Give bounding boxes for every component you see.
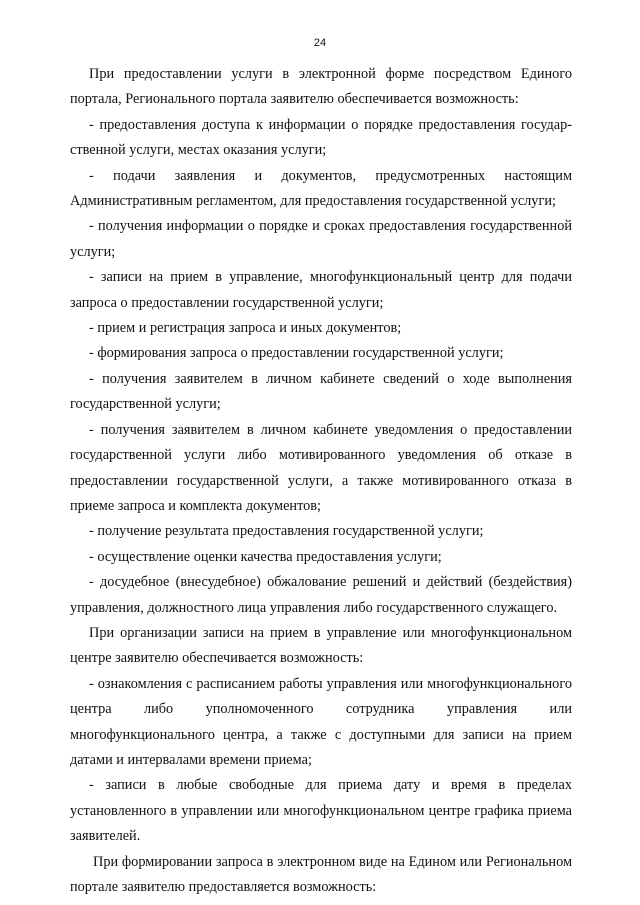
list-item-schedule: - ознакомления с расписанием работы управления или многофункционального центра либо уполномоченного сотрудника управления или многофункционального центра, а также с доступными для записи на прием датами и интервалами времени приема; — [70, 675, 572, 768]
list-item-registration: - прием и регистрация запроса и иных документов; — [89, 320, 402, 337]
paragraph-electronic-request: При формировании запроса в электронном виде на Едином или Региональном портале заявителю предоставляется возможность: — [70, 853, 572, 895]
page-number: 24 — [313, 37, 327, 49]
document-body — [70, 62, 572, 900]
paragraph-intro: При предоставлении услуги в электронной форме посредством Единого портала, Регионального портала заявителю обеспечивается возможность: — [70, 66, 572, 108]
list-item-form-request: - формирования запроса о предоставлении государственной услуги; — [89, 345, 504, 362]
paragraph-appointment-intro: При организации записи на прием в управление или многофункциональном центре заявителю обеспечивается возможность: — [70, 624, 572, 667]
list-item-quality-rating: - осуществление оценки качества предоставления услуги; — [89, 548, 442, 565]
list-item-appeal: - досудебное (внесудебное) обжалование решений и действий (бездействия) управления, должностного лица управления либо государственного служащего. — [70, 574, 572, 616]
list-item-get-info: - получения информации о порядке и сроках предоставления государственной услуги; — [70, 218, 572, 260]
list-item-book-slot: - записи в любые свободные для приема дату и время в пределах установленного в управлении или многофункциональном центре графика приема заявителей. — [70, 777, 572, 845]
list-item-appointment: - записи на прием в управление, многофункциональный центр для подачи запроса о предоставлении государственной услуги; — [70, 269, 572, 311]
list-item-status-info: - получения заявителем в личном кабинете сведений о ходе выполнения государственной услуги; — [70, 370, 572, 413]
list-item-result: - получение результата предоставления государственной услуги; — [89, 523, 484, 540]
list-item-notification: - получения заявителем в личном кабинете уведомления о предоставлении государственной услуги либо мотивированного уведомления об отказе в предоставлении государственной услуги, а также мотивированного отказа в приеме запроса и комплекта документов; — [70, 421, 572, 514]
list-item-submit-application: - подачи заявления и документов, предусмотренных настоящим Административным регламентом, для предоставления государственной услуги; — [70, 167, 572, 210]
list-item-access-info: - предоставления доступа к информации о порядке предоставления государственной услуги, местах оказания услуги; — [70, 116, 572, 159]
